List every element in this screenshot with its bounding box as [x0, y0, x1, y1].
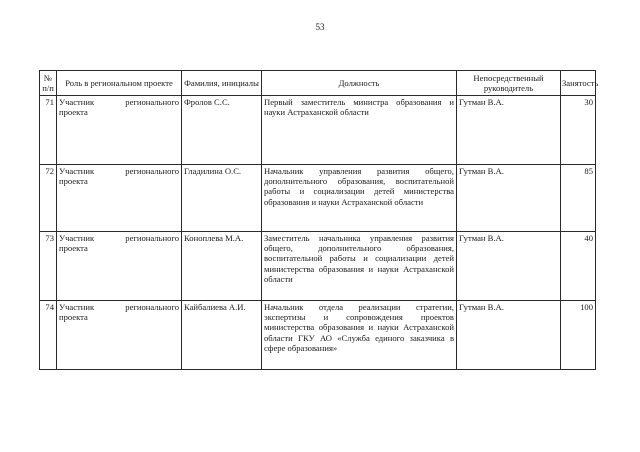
role-word: Участник	[59, 166, 95, 176]
page-number: 53	[315, 22, 325, 32]
header-role: Роль в региональном проекте	[57, 71, 182, 96]
row-load: 40	[561, 232, 596, 301]
table-row	[40, 232, 596, 301]
row-load: 100	[561, 301, 596, 370]
row-number: 74	[40, 301, 57, 370]
row-supervisor: Гутман В.А.	[457, 96, 561, 165]
header-load: Занятость	[561, 71, 596, 96]
row-number: 72	[40, 165, 57, 232]
role-word: Участник	[59, 233, 95, 243]
table-row	[40, 96, 596, 165]
role-word: регионального	[125, 302, 179, 312]
row-supervisor: Гутман В.А.	[457, 232, 561, 301]
table-row	[40, 301, 596, 370]
header-name: Фамилия, инициалы	[182, 71, 262, 96]
row-supervisor: Гутман В.А.	[457, 301, 561, 370]
participants-table	[39, 70, 599, 370]
row-load: 30	[561, 96, 596, 165]
row-role	[57, 96, 182, 165]
row-number: 71	[40, 96, 57, 165]
row-position: Заместитель начальника управления развития общего, дополнительного образования, воспитательной работы и социализации детей министерства образования и науки Астраханской области	[262, 232, 457, 301]
row-position: Начальник управления развития общего, дополнительного образования, воспитательной работы и социализации детей министерства образования и науки Астраханской области	[262, 165, 457, 232]
header-position: Должность	[262, 71, 457, 96]
table-header-row	[40, 71, 596, 96]
role-word: проекта	[59, 176, 88, 187]
role-word: регионального	[125, 233, 179, 243]
row-name: Гладилина О.С.	[182, 165, 262, 232]
row-load: 85	[561, 165, 596, 232]
role-word: регионального	[125, 97, 179, 107]
row-role	[57, 165, 182, 232]
row-name: Кайбалиева А.И.	[182, 301, 262, 370]
role-word: проекта	[59, 243, 88, 254]
row-name: Фролов С.С.	[182, 96, 262, 165]
row-role	[57, 232, 182, 301]
row-number: 73	[40, 232, 57, 301]
row-position: Начальник отдела реализации стратегии, экспертизы и сопровождения проектов министерства образования и науки Астраханской области ГКУ АО «Служба единого заказчика в сфере образования»	[262, 301, 457, 370]
header-supervisor: Непосредственный руководитель	[457, 71, 561, 96]
row-position: Первый заместитель министра образования и науки Астраханской области	[262, 96, 457, 165]
role-word: проекта	[59, 107, 88, 118]
row-name: Коноплева М.А.	[182, 232, 262, 301]
row-role	[57, 301, 182, 370]
table-row	[40, 165, 596, 232]
role-word: Участник	[59, 302, 95, 312]
role-word: регионального	[125, 166, 179, 176]
row-supervisor: Гутман В.А.	[457, 165, 561, 232]
role-word: Участник	[59, 97, 95, 107]
role-word: проекта	[59, 312, 88, 323]
header-number: № п/п	[40, 71, 57, 96]
